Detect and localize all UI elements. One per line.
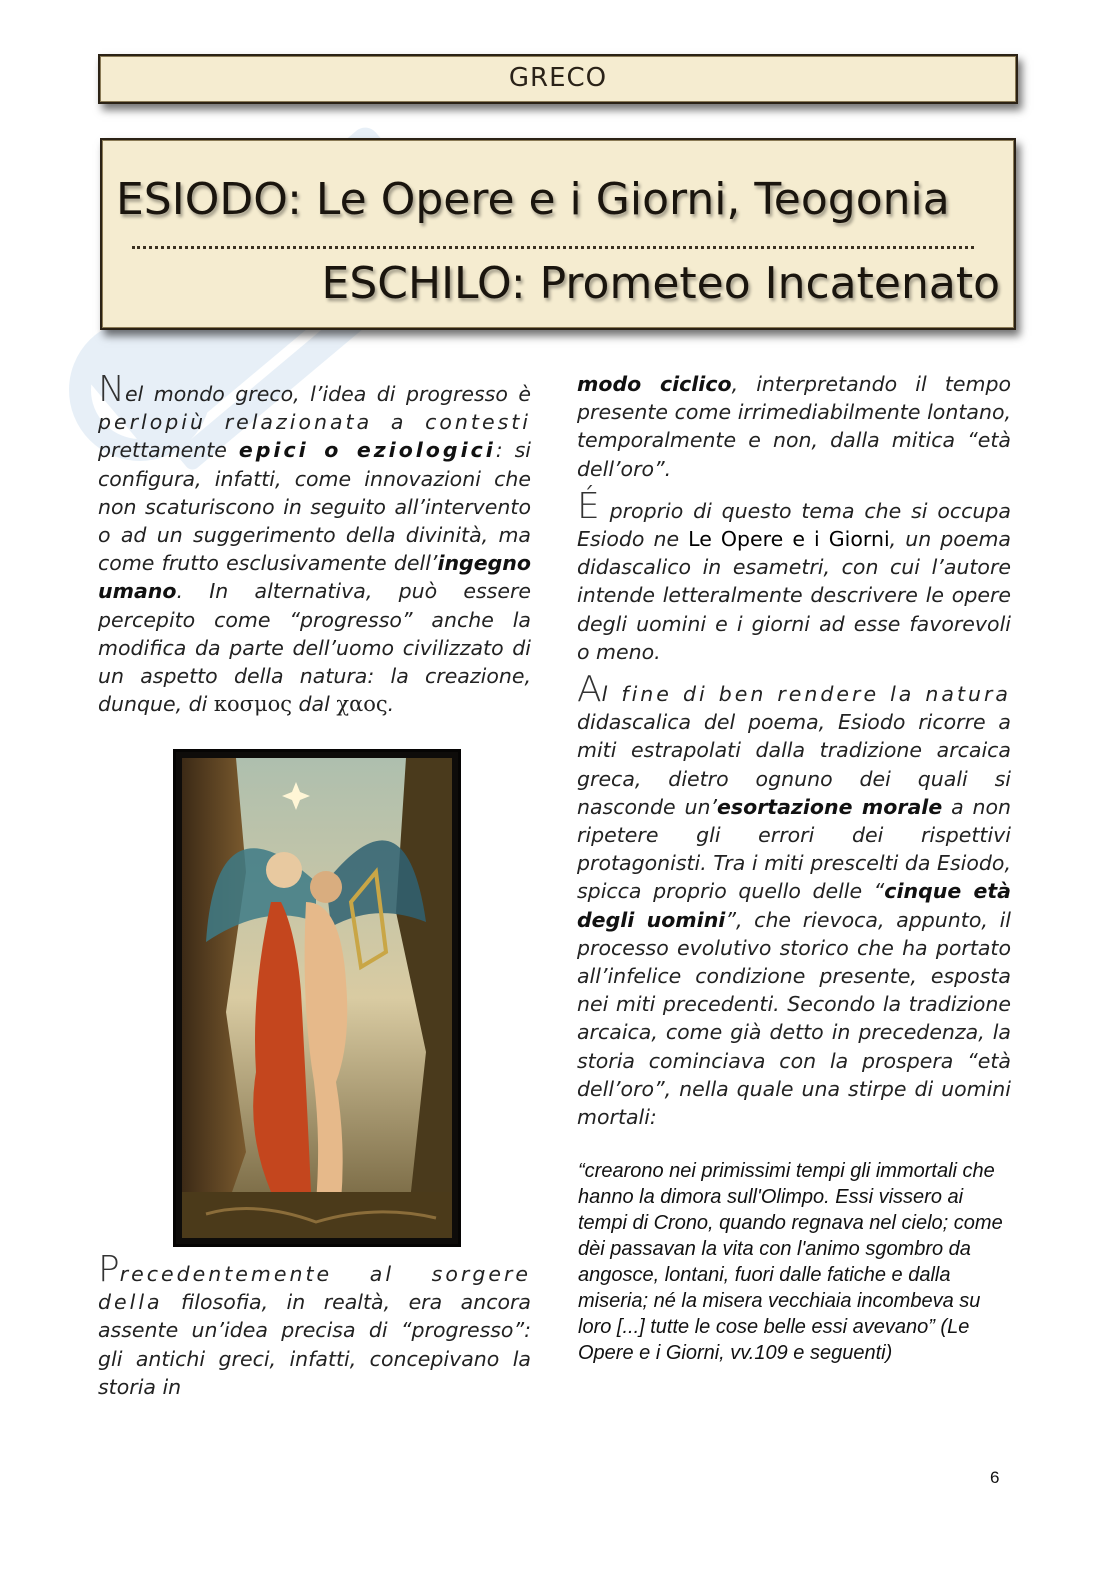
- left-column-lower: [98, 1249, 531, 1401]
- text-run: prettamente: [98, 438, 239, 463]
- emphasis-modo-ciclico: modo ciclico: [577, 372, 732, 396]
- left-column: [98, 369, 531, 718]
- paragraph-miti: [577, 669, 1011, 1131]
- emphasis-ingegno: ingegno umano: [98, 551, 531, 604]
- title-banner: [100, 138, 1016, 330]
- text-run: , interpretando il tempo presente come irrimediabilmente lontano, temporalmente e non, dalla mitica “età dell’oro”.: [577, 372, 1011, 481]
- drop-cap: N: [98, 369, 125, 410]
- text-run: perlopiù relazionata a contesti: [98, 410, 531, 435]
- text-run: dal: [292, 692, 337, 717]
- paragraph-intro: [98, 369, 531, 718]
- title-esiodo: ESIODO: Le Opere e i Giorni, Teogonia: [116, 174, 950, 225]
- page-number: 6: [990, 1468, 1000, 1487]
- hesiod-quotation: “crearono nei primissimi tempi gli immortali che hanno la dimora sull'Olimpo. Essi vissero ai tempi di Crono, quando regnava nel cielo; come dèi passavan la vita con l'animo sgombro da angosce, lontani, fuori dalle fatiche e dalla miseria; né la misera vecchiaia incombeva su loro [...] tutte le cose belle essi avevano” (Le Opere e i Giorni, vv.109 e seguenti): [578, 1160, 1003, 1364]
- paragraph-progress: [98, 1249, 531, 1401]
- greek-kosmos: κοσμος: [213, 692, 293, 717]
- right-column: [577, 370, 1011, 1131]
- title-eschilo: ESCHILO: Prometeo Incatenato: [321, 258, 1000, 309]
- emphasis-cinque-eta: cinque età degli uomini: [577, 879, 1011, 932]
- text-run: proprio di questo tema che si occupa Esiodo ne: [577, 498, 1011, 552]
- text-run: , un poema didascalico in esametri, con cui l’autore intende letteralmente descrivere le opere degli uomini e i giorni ad esse favorevoli o meno.: [577, 527, 1011, 664]
- section-banner: [98, 54, 1018, 104]
- text-run: . In alternativa, può essere percepito come “progresso” anche la modifica da parte dell’uomo civilizzato di un aspetto della natura: la creazione, dunque, di: [98, 579, 531, 717]
- text-run: didascalica del poema, Esiodo ricorre a miti estrapolati dalla tradizione arcaica greca, dietro ognuno dei quali si nasconde un’: [577, 710, 1011, 819]
- text-run: el mondo greco, l’idea di progresso è: [124, 382, 531, 406]
- greek-chaos: χαος: [336, 692, 388, 717]
- painting-image: [176, 752, 458, 1244]
- drop-cap: É: [577, 485, 600, 527]
- text-run: .: [387, 692, 395, 717]
- paragraph-opere: [577, 485, 1011, 666]
- paragraph-cyclic: [577, 370, 1011, 483]
- emphasis-epici: epici o eziologici: [238, 438, 496, 463]
- text-run: recedentemente al sorgere della: [98, 1262, 531, 1315]
- drop-cap: A: [577, 669, 602, 711]
- text-run: a non ripetere gli errori dei rispettivi protagonisti. Tra i miti prescelti da Esiodo, spicca proprio quello delle “: [577, 794, 1011, 904]
- text-run: : si configura, infatti, come innovazioni che non scaturiscono in seguito all’intervento o ad un suggerimento della divinità, ma come frutto esclusivamente dell’: [98, 438, 531, 576]
- drop-cap: P: [98, 1249, 120, 1290]
- text-run: l fine di ben rendere la natura: [601, 682, 1011, 707]
- text-run: filosofia, in realtà, era ancora assente un’idea precisa di “progresso”: gli antichi greci, infatti, concepivano la storia in: [98, 1290, 531, 1399]
- title-divider: [132, 246, 974, 249]
- work-title: Le Opere e i Giorni: [688, 527, 890, 552]
- emphasis-esortazione: esortazione morale: [717, 794, 943, 819]
- text-run: ”, che rievoca, appunto, il processo evolutivo storico che ha portato all’infelice condizione presente, esposta nei miti precedenti. Secondo la tradizione arcaica, come già detto in precedenza, la storia cominciava con la prospera “età dell’oro”, nella quale una stirpe di uomini mortali:: [577, 907, 1011, 1130]
- section-label: GRECO: [508, 63, 608, 93]
